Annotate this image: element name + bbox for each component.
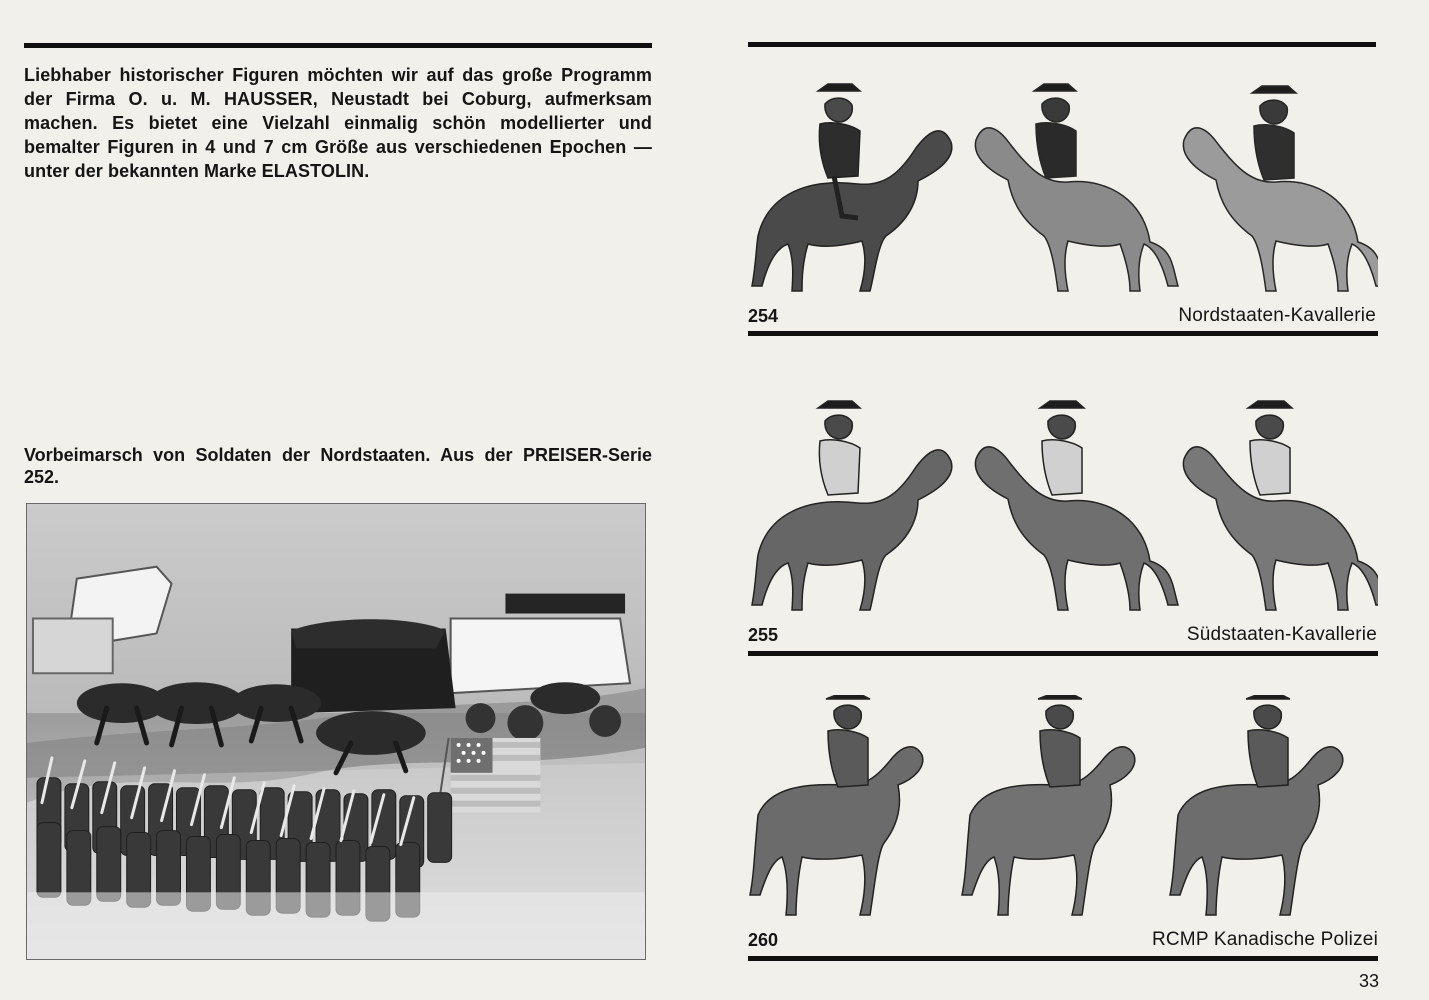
horse-rider-icon-1 xyxy=(752,84,952,291)
cavalry-section-255 xyxy=(748,385,1378,645)
cavalry-section-254 xyxy=(748,66,1378,326)
cavalry-section-260 xyxy=(748,695,1378,955)
page-number: 33 xyxy=(1358,971,1379,991)
section-number-260: 260 xyxy=(748,930,779,950)
section-number-254: 254 xyxy=(748,306,779,326)
section-label-260: RCMP Kanadische Polizei xyxy=(1151,929,1378,950)
section-rule-260 xyxy=(748,956,1378,961)
section-rule-255 xyxy=(748,651,1378,656)
section-label-255: Südstaaten-Kavallerie xyxy=(1186,624,1377,645)
parade-photo xyxy=(26,503,646,960)
top-rule-right xyxy=(748,42,1376,47)
section-number-255: 255 xyxy=(748,625,779,645)
photo-caption: Vorbeimarsch von Soldaten der Nordstaaten. Aus der PREISER-Serie 252. xyxy=(24,445,652,487)
cavalry-figures-255 xyxy=(748,385,1378,620)
section-label-254: Nordstaaten-Kavallerie xyxy=(1178,305,1376,326)
section-rule-254 xyxy=(748,331,1378,336)
cavalry-figures-254 xyxy=(748,66,1378,301)
cavalry-figures-260 xyxy=(748,695,1378,930)
top-rule-left xyxy=(24,43,652,48)
intro-text: Liebhaber historischer Figuren möchten wir auf das große Programm der Firma O. u. M. HAUSSER, Neustadt bei Coburg, aufmerksam machen. Es bietet eine Vielzahl einmalig schön modellierter und bemalter Figuren in 4 und 7 cm Größe aus verschiedenen Epochen — unter der bekannten Marke ELASTOLIN. xyxy=(24,65,652,181)
